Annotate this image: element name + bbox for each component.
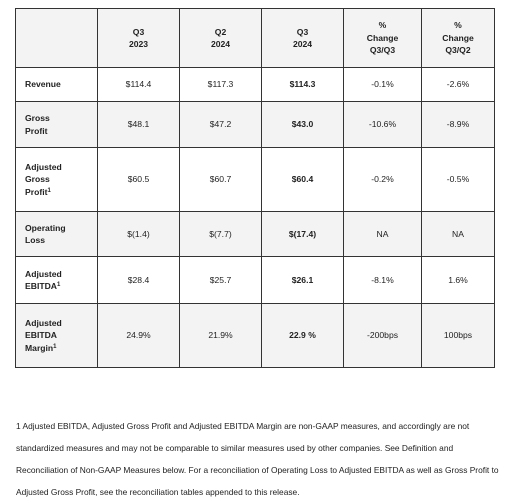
table-row-operating-loss <box>16 212 495 257</box>
column-header-line: 2024 <box>292 39 313 49</box>
table-cell: NA <box>344 212 422 257</box>
table-cell: 21.9% <box>180 304 262 368</box>
table-cell: $(7.7) <box>180 212 262 257</box>
column-header-line: Change <box>442 32 474 43</box>
column-header-line: % <box>378 20 387 31</box>
table-cell: 24.9% <box>98 304 180 368</box>
table-cell: $(17.4) <box>262 212 344 257</box>
table-row-adjusted-ebitda-margin <box>16 304 495 368</box>
row-label <box>16 257 98 304</box>
table-row-gross-profit <box>16 102 495 148</box>
column-header-q3-2023 <box>98 9 180 68</box>
table-cell: -0.1% <box>344 68 422 102</box>
row-label-line-text: Profit <box>25 186 48 197</box>
row-label-line-text: EBITDA <box>25 281 57 291</box>
row-label-line: Revenue <box>25 79 61 90</box>
table-cell: $114.3 <box>262 68 344 102</box>
row-label <box>16 212 98 257</box>
row-label <box>16 148 98 212</box>
column-header-line: % <box>454 20 462 31</box>
column-header-line: Q2 <box>214 26 227 37</box>
row-label-line: Adjusted <box>25 317 62 328</box>
table-cell: $117.3 <box>180 68 262 102</box>
column-header-line: 2023 <box>128 39 149 49</box>
footnote-marker: 1 <box>53 343 57 350</box>
column-header-q2-2024 <box>180 9 262 68</box>
row-label-line: Gross <box>25 174 50 185</box>
row-label-line-text: Margin <box>25 342 54 353</box>
column-header-change-q3-q2 <box>422 9 495 68</box>
table-row-adjusted-ebitda <box>16 257 495 304</box>
row-label-line: EBITDA <box>25 330 57 341</box>
table-cell: $47.2 <box>180 102 262 148</box>
table-cell: $25.7 <box>180 257 262 304</box>
column-header-line: Q3/Q2 <box>445 45 471 56</box>
column-header-line: Change <box>366 32 399 43</box>
table-cell: NA <box>422 212 495 257</box>
row-label-line <box>25 280 93 293</box>
row-label-line: Profit <box>25 125 48 136</box>
table-cell: -200bps <box>344 304 422 368</box>
table-cell: $43.0 <box>262 102 344 148</box>
table-cell: 1.6% <box>422 257 495 304</box>
row-label-line: Operating <box>25 222 66 233</box>
footnote-marker: 1 <box>47 187 51 194</box>
column-header-line: Q3/Q3 <box>369 45 396 56</box>
row-label <box>16 68 98 102</box>
table-cell: 22.9 % <box>262 304 344 368</box>
table-cell: $48.1 <box>98 102 180 148</box>
table-cell: $60.7 <box>180 148 262 212</box>
table-cell: -2.6% <box>422 68 495 102</box>
table-row-revenue <box>16 68 495 102</box>
table-cell: -8.9% <box>422 102 495 148</box>
table-cell: $114.4 <box>98 68 180 102</box>
column-header-q3-2024 <box>262 9 344 68</box>
column-header-line: Q3 <box>296 26 309 37</box>
row-label-line: Adjusted <box>25 161 62 172</box>
table-cell: -10.6% <box>344 102 422 148</box>
column-header-change-q3-q3 <box>344 9 422 68</box>
table-cell: -8.1% <box>344 257 422 304</box>
row-label-line <box>25 342 93 355</box>
table-cell: $26.1 <box>262 257 344 304</box>
row-label-line: Loss <box>25 235 46 245</box>
row-label-line: Adjusted <box>25 268 62 279</box>
table-row-adjusted-gross-profit <box>16 148 495 212</box>
table-cell: -0.5% <box>422 148 495 212</box>
table-cell: $(1.4) <box>98 212 180 257</box>
financial-summary-table <box>15 8 495 368</box>
table-cell: $28.4 <box>98 257 180 304</box>
row-label-line <box>25 186 93 199</box>
table-header-row <box>16 9 495 68</box>
column-header-line: Q3 <box>132 26 145 37</box>
footnote-marker: 1 <box>57 282 61 288</box>
table-corner-cell <box>16 9 98 68</box>
table-cell: 100bps <box>422 304 495 368</box>
table-cell: $60.5 <box>98 148 180 212</box>
table-cell: -0.2% <box>344 148 422 212</box>
footnote-text: 1 Adjusted EBITDA, Adjusted Gross Profit and Adjusted EBITDA Margin are non-GAAP measures, and accordingly are not standardized measures and may not be comparable to similar measures used by other companies. See Definition and Reconciliation of Non-GAAP Measures below. For a reconciliation of Operating Loss to Adjusted EBITDA as well as Gross Profit to Adjusted Gross Profit, see the reconciliation tables appended to this release. <box>16 421 499 497</box>
column-header-line: 2024 <box>210 39 231 49</box>
row-label <box>16 304 98 368</box>
row-label <box>16 102 98 148</box>
table-cell: $60.4 <box>262 148 344 212</box>
row-label-line: Gross <box>25 113 50 123</box>
